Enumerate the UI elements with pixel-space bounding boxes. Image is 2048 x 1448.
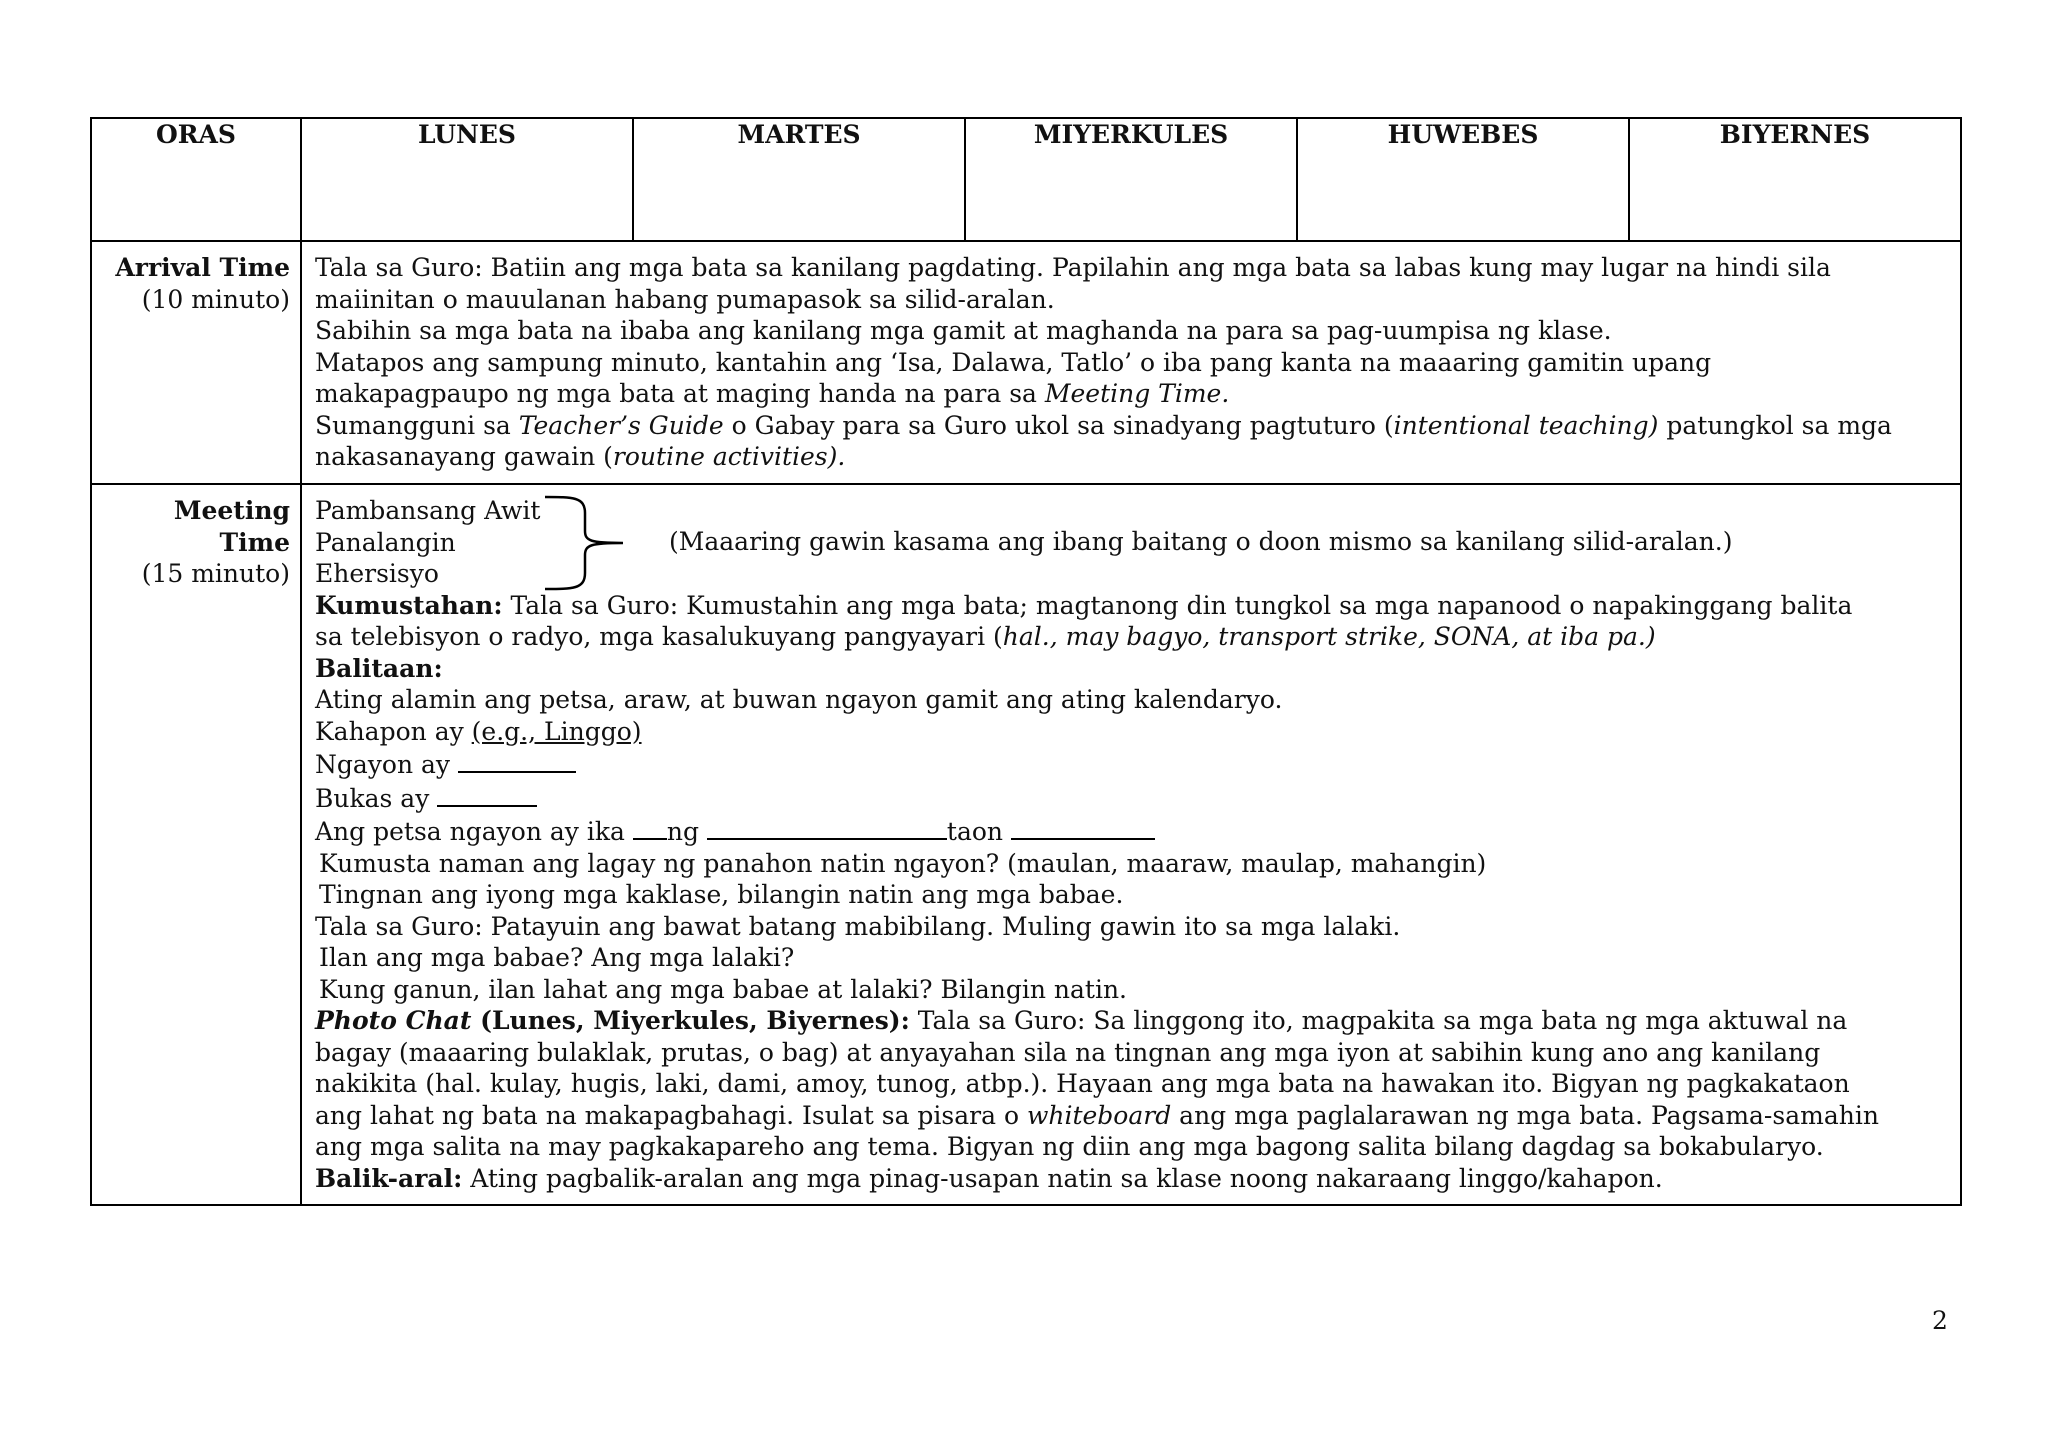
kumustahan-label: Kumustahan: — [315, 590, 503, 620]
tala-patayuin-line: Tala sa Guro: Patayuin ang bawat batang mabibilang. Muling gawin ito sa mga lalaki. — [315, 911, 1401, 941]
arrival-line-6-e: patungkol sa mga — [1658, 410, 1892, 440]
kahapon-text: Kahapon ay — [315, 716, 472, 746]
photo-chat-line-1 — [315, 1005, 1946, 1037]
whiteboard-ref: whiteboard — [1026, 1100, 1172, 1130]
photo-chat-text-1: Tala sa Guro: Sa linggong ito, magpakita sa mga bata ng mga aktuwal na — [909, 1006, 1848, 1035]
petsa-year-blank — [1011, 814, 1155, 840]
bukas-text: Bukas ay — [315, 783, 438, 813]
arrival-duration: (10 minuto) — [141, 284, 290, 314]
kumustahan-line-2 — [315, 621, 1946, 653]
ngayon-blank — [458, 747, 576, 773]
photo-chat-label: Photo Chat — [315, 1006, 472, 1035]
photo-chat-line-3: nakikita (hal. kulay, hugis, laki, dami, amoy, tunog, atbp.). Hayaan ang mga bata na hawakan ito. Bigyan ng pagkakataon — [315, 1069, 1850, 1098]
opening-item-prayer: Panalangin — [315, 527, 456, 557]
arrival-line-5 — [315, 378, 1946, 410]
photo-chat-line-4 — [315, 1100, 1946, 1132]
balik-aral-line — [315, 1163, 1946, 1195]
petsa-ng: ng — [666, 817, 707, 846]
kumustahan-text: Tala sa Guro: Kumustahin ang mga bata; magtanong din tungkol sa mga napanood o napakinggang balita — [502, 590, 1853, 620]
header-martes: MARTES — [633, 118, 965, 241]
arrival-line-7 — [315, 441, 1946, 473]
curly-brace-icon — [543, 493, 623, 593]
balik-aral-label: Balik-aral: — [315, 1163, 463, 1193]
arrival-time-cell — [91, 241, 301, 484]
meeting-label-2: Time — [219, 527, 290, 557]
bukas-blank — [437, 781, 537, 807]
ngayon-text: Ngayon ay — [315, 750, 458, 779]
arrival-line-1: Tala sa Guro: Batiin ang mga bata sa kanilang pagdating. Papilahin ang mga bata sa labas kung may lugar na hindi sila — [315, 253, 1831, 282]
meeting-content — [301, 484, 1961, 1205]
kung-ganun-line: Kung ganun, ilan lahat ang mga babae at lalaki? Bilangin natin. — [319, 974, 1128, 1004]
meeting-time-ref: Meeting Time. — [1044, 379, 1230, 408]
photo-chat-line-5: ang mga salita na may pagkakapareho ang tema. Bigyan ng diin ang mga bagong salita bilang dagdag sa bokabularyo. — [315, 1132, 1824, 1161]
arrival-content — [301, 241, 1961, 484]
opening-item-exercise: Ehersisyo — [315, 559, 439, 588]
kahapon-example: (e.g., Linggo) — [471, 716, 642, 746]
meeting-duration: (15 minuto) — [141, 559, 290, 588]
arrival-time-label: Arrival Time — [115, 253, 290, 282]
petsa-day-blank — [633, 814, 667, 840]
header-oras: ORAS — [91, 118, 301, 241]
kaklase-line: Tingnan ang iyong mga kaklase, bilangin natin ang mga babae. — [319, 880, 1124, 909]
ilan-line: Ilan ang mga babae? Ang mga lalaki? — [319, 943, 795, 972]
arrival-line-7-a: nakasanayang gawain ( — [315, 442, 613, 471]
balitaan-line-1: Ating alamin ang petsa, araw, at buwan ngayon gamit ang ating kalendaryo. — [315, 685, 1283, 714]
arrival-line-6-c: o Gabay para sa Guro ukol sa sinadyang pagtuturo ( — [723, 410, 1394, 440]
meeting-label-1: Meeting — [173, 496, 290, 525]
petsa-text: Ang petsa ngayon ay ika — [315, 817, 633, 846]
arrival-line-5-text: makapagpaupo ng mga bata at maging handa na para sa — [315, 379, 1045, 408]
kumustahan-line-1 — [315, 590, 1946, 622]
lesson-log-table — [90, 117, 1962, 1206]
intentional-teaching-ref: intentional teaching) — [1393, 410, 1659, 440]
arrival-row — [91, 241, 1961, 484]
photo-chat-text-4a: ang lahat ng bata na makapagbahagi. Isulat sa pisara o — [315, 1100, 1027, 1130]
opening-routine-group — [315, 495, 1946, 590]
kumustahan-examples: hal., may bagyo, transport strike, SONA, at iba pa.) — [1002, 622, 1656, 651]
bukas-line — [315, 781, 1946, 815]
kahapon-line — [315, 716, 1946, 748]
routine-activities-ref: routine activities). — [612, 442, 846, 471]
page-number: 2 — [1932, 1306, 1948, 1335]
balik-aral-text: Ating pagbalik-aralan ang mga pinag-usapan natin sa klase noong nakaraang linggo/kahapon. — [462, 1163, 1663, 1193]
arrival-line-2: maiinitan o mauulanan habang pumapasok sa silid-aralan. — [315, 284, 1055, 314]
petsa-month-blank — [707, 814, 947, 840]
balitaan-label: Balitaan: — [315, 653, 443, 683]
arrival-line-6-a: Sumangguni sa — [315, 410, 519, 440]
header-miyerkules: MIYERKULES — [965, 118, 1297, 241]
header-huwebes: HUWEBES — [1297, 118, 1629, 241]
opening-item-anthem: Pambansang Awit — [315, 496, 541, 525]
header-lunes: LUNES — [301, 118, 633, 241]
header-row — [91, 118, 1961, 241]
petsa-line — [315, 814, 1946, 848]
arrival-line-4: Matapos ang sampung minuto, kantahin ang ‘Isa, Dalawa, Tatlo’ o iba pang kanta na maaaring gamitin upang — [315, 347, 1712, 377]
photo-chat-text-4c: ang mga paglalarawan ng mga bata. Pagsama-samahin — [1171, 1100, 1879, 1130]
panahon-line: Kumusta naman ang lagay ng panahon natin ngayon? (maulan, maaraw, maulap, mahangin) — [319, 848, 1487, 878]
arrival-line-3: Sabihin sa mga bata na ibaba ang kanilang mga gamit at maghanda na para sa pag-uumpisa ng klase. — [315, 316, 1612, 345]
meeting-row — [91, 484, 1961, 1205]
kumustahan-text-2: sa telebisyon o radyo, mga kasalukuyang pangyayari ( — [315, 622, 1003, 651]
photo-chat-line-2: bagay (maaaring bulaklak, prutas, o bag) at anyayahan sila na tingnan ang mga iyon at sabihin kung ano ang kanilang — [315, 1037, 1821, 1067]
teachers-guide-ref: Teacher’s Guide — [518, 410, 724, 440]
header-biyernes: BIYERNES — [1629, 118, 1961, 241]
petsa-taon: taon — [946, 817, 1011, 846]
ngayon-line — [315, 747, 1946, 781]
arrival-line-6 — [315, 410, 1946, 442]
brace-note: (Maaaring gawin kasama ang ibang baitang o doon mismo sa kanilang silid-aralan.) — [669, 527, 1733, 556]
meeting-time-cell — [91, 484, 301, 1205]
photo-chat-days: (Lunes, Miyerkules, Biyernes): — [471, 1006, 910, 1035]
